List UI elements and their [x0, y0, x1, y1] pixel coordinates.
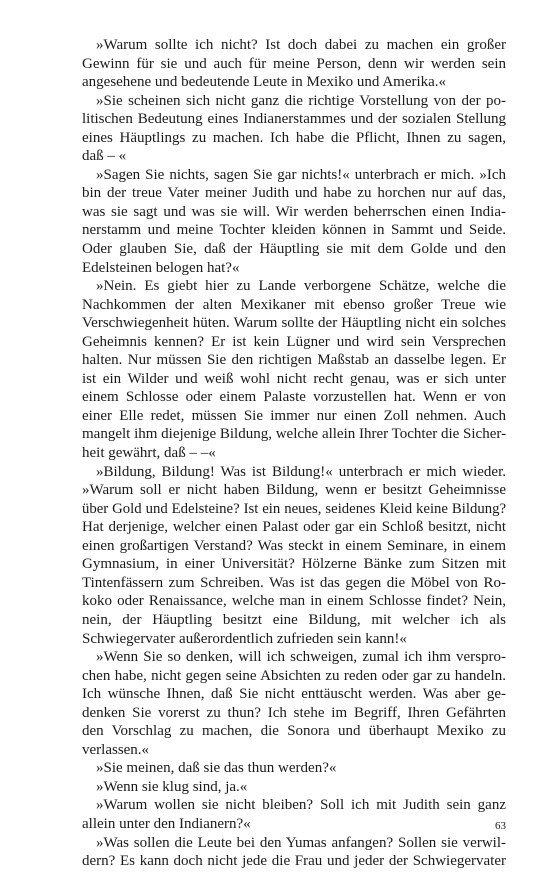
text-line: »Warum sollte ich nicht? Ist doch dabei zu machen ein großer [96, 37, 506, 53]
book-page-text [82, 36, 506, 871]
text-line: »Wenn sie klug sind, ja.« [96, 778, 248, 795]
text-line: mangelt ihm diejenige Bildung, welche allein Ihrer Tochter die Sicher- [82, 426, 507, 443]
text-line: »Nein. Es giebt hier zu Lande verborgene Schätze, welche die [96, 278, 506, 295]
text-line: koko oder Renaissance, welche man in einem Schlosse findet? Nein, [82, 593, 506, 610]
text-line: »Bildung, Bildung! Was ist Bildung!« unterbrach er mich wieder. [96, 463, 506, 480]
text-line: dern? Es kann doch nicht jede die Frau und jeder der Schwiegervater [82, 853, 506, 870]
text-line: litischen Bedeutung eines Indianerstammes und der sozialen Stellung [82, 111, 506, 128]
text-line: Geheimnis kennen? Er ist kein Lügner und wird sein Versprechen [82, 333, 506, 350]
text-line: »Wenn Sie so denken, will ich schweigen, zumal ich ihm verspro- [96, 649, 506, 666]
text-line: verlassen.« [82, 741, 150, 758]
text-line: »Sie meinen, daß sie das thun werden?« [96, 760, 337, 777]
text-line: Oder glauben Sie, daß der Häuptling sie mit dem Golde und den [82, 241, 506, 258]
text-line: Tintenfässern zum Schreiben. Was ist das gegen die Möbel von Ro- [82, 574, 506, 591]
text-line: einem Schlosse oder einem Palaste vorzustellen hat. Wenn er von [82, 389, 506, 406]
text-line: »Warum soll er nicht haben Bildung, wenn er besitzt Geheimnisse [82, 482, 506, 499]
text-line: halten. Nur müssen Sie den richtigen Maßstab an dasselbe legen. Er [82, 352, 506, 369]
text-line: »Was sollen die Leute bei den Yumas anfangen? Sollen sie verwil- [96, 834, 506, 851]
text-line: Verschwiegenheit hüten. Warum sollte der Häuptling nicht ein solches [82, 315, 506, 332]
text-line: Schwiegervater außerordentlich zufrieden sein kann!« [82, 630, 407, 647]
text-line: daß – « [82, 148, 127, 165]
text-line: Hat derjenige, welcher einen Palast oder gar ein Schloß besitzt, nicht [82, 519, 506, 536]
text-line: Edelsteinen belogen hat?« [82, 259, 240, 276]
text-line: »Warum wollen sie nicht bleiben? Soll ich mit Judith sein ganz [96, 797, 506, 814]
text-line: einer Elle redet, müssen Sie immer nur einen Zoll nehmen. Auch [82, 407, 506, 424]
text-line: Gymnasium, in einer Universität? Hölzerne Bänke zum Sitzen mit [82, 556, 506, 573]
text-line: über Gold und Edelsteine? Ist ein neues, seidenes Kleid keine Bildung? [82, 500, 506, 517]
text-line: »Sie scheinen sich nicht ganz die richtige Vorstellung von der po- [96, 92, 506, 109]
text-line: Ich wünsche Ihnen, daß Sie nicht enttäuscht werden. Was aber ge- [82, 686, 506, 703]
text-line: nerstamm und meine Tochter kleiden können in Sammt und Seide. [82, 222, 506, 239]
text-line: ist ein Wilder und weiß wohl nicht recht genau, was er sich unter [82, 370, 506, 387]
page-number: 63 [495, 820, 506, 832]
text-line: den Vorschlag zu machen, die Sonora und überhaupt Mexiko zu [82, 723, 506, 740]
text-line: »Sagen Sie nichts, sagen Sie gar nichts!« unterbrach er mich. »Ich [96, 166, 506, 183]
text-line: was sie sagt und was sie will. Wir werden beherrschen einen India- [82, 203, 506, 220]
text-line: Gewinn für sie und auch für meine Person, denn wir werden sein [82, 55, 506, 72]
text-line: angesehene und bedeutende Leute in Mexiko und Amerika.« [82, 74, 447, 91]
text-line: eines Häuptlings zu machen. Ich habe die Pflicht, Ihnen zu sagen, [82, 129, 506, 146]
text-line: denken Sie vorerst zu thun? Ich stehe im Begriff, Ihren Gefährten [82, 704, 506, 721]
text-line: heit gewährt, daß – –« [82, 445, 216, 462]
text-line: bin der treue Vater meiner Judith und habe zu horchen nur auf das, [82, 185, 506, 202]
text-line: nein, der Häuptling besitzt eine Bildung, mit welcher ich als [82, 611, 506, 628]
text-line: allein unter den Indianern?« [82, 815, 251, 832]
text-line: Nachkommen der alten Mexikaner mit ebenso großer Treue wie [82, 296, 506, 313]
text-line: chen habe, nicht gegen seine Absichten zu reden oder gar zu handeln. [82, 667, 506, 684]
text-line: einen großartigen Verstand? Was steckt in einem Seminare, in einem [82, 537, 506, 554]
